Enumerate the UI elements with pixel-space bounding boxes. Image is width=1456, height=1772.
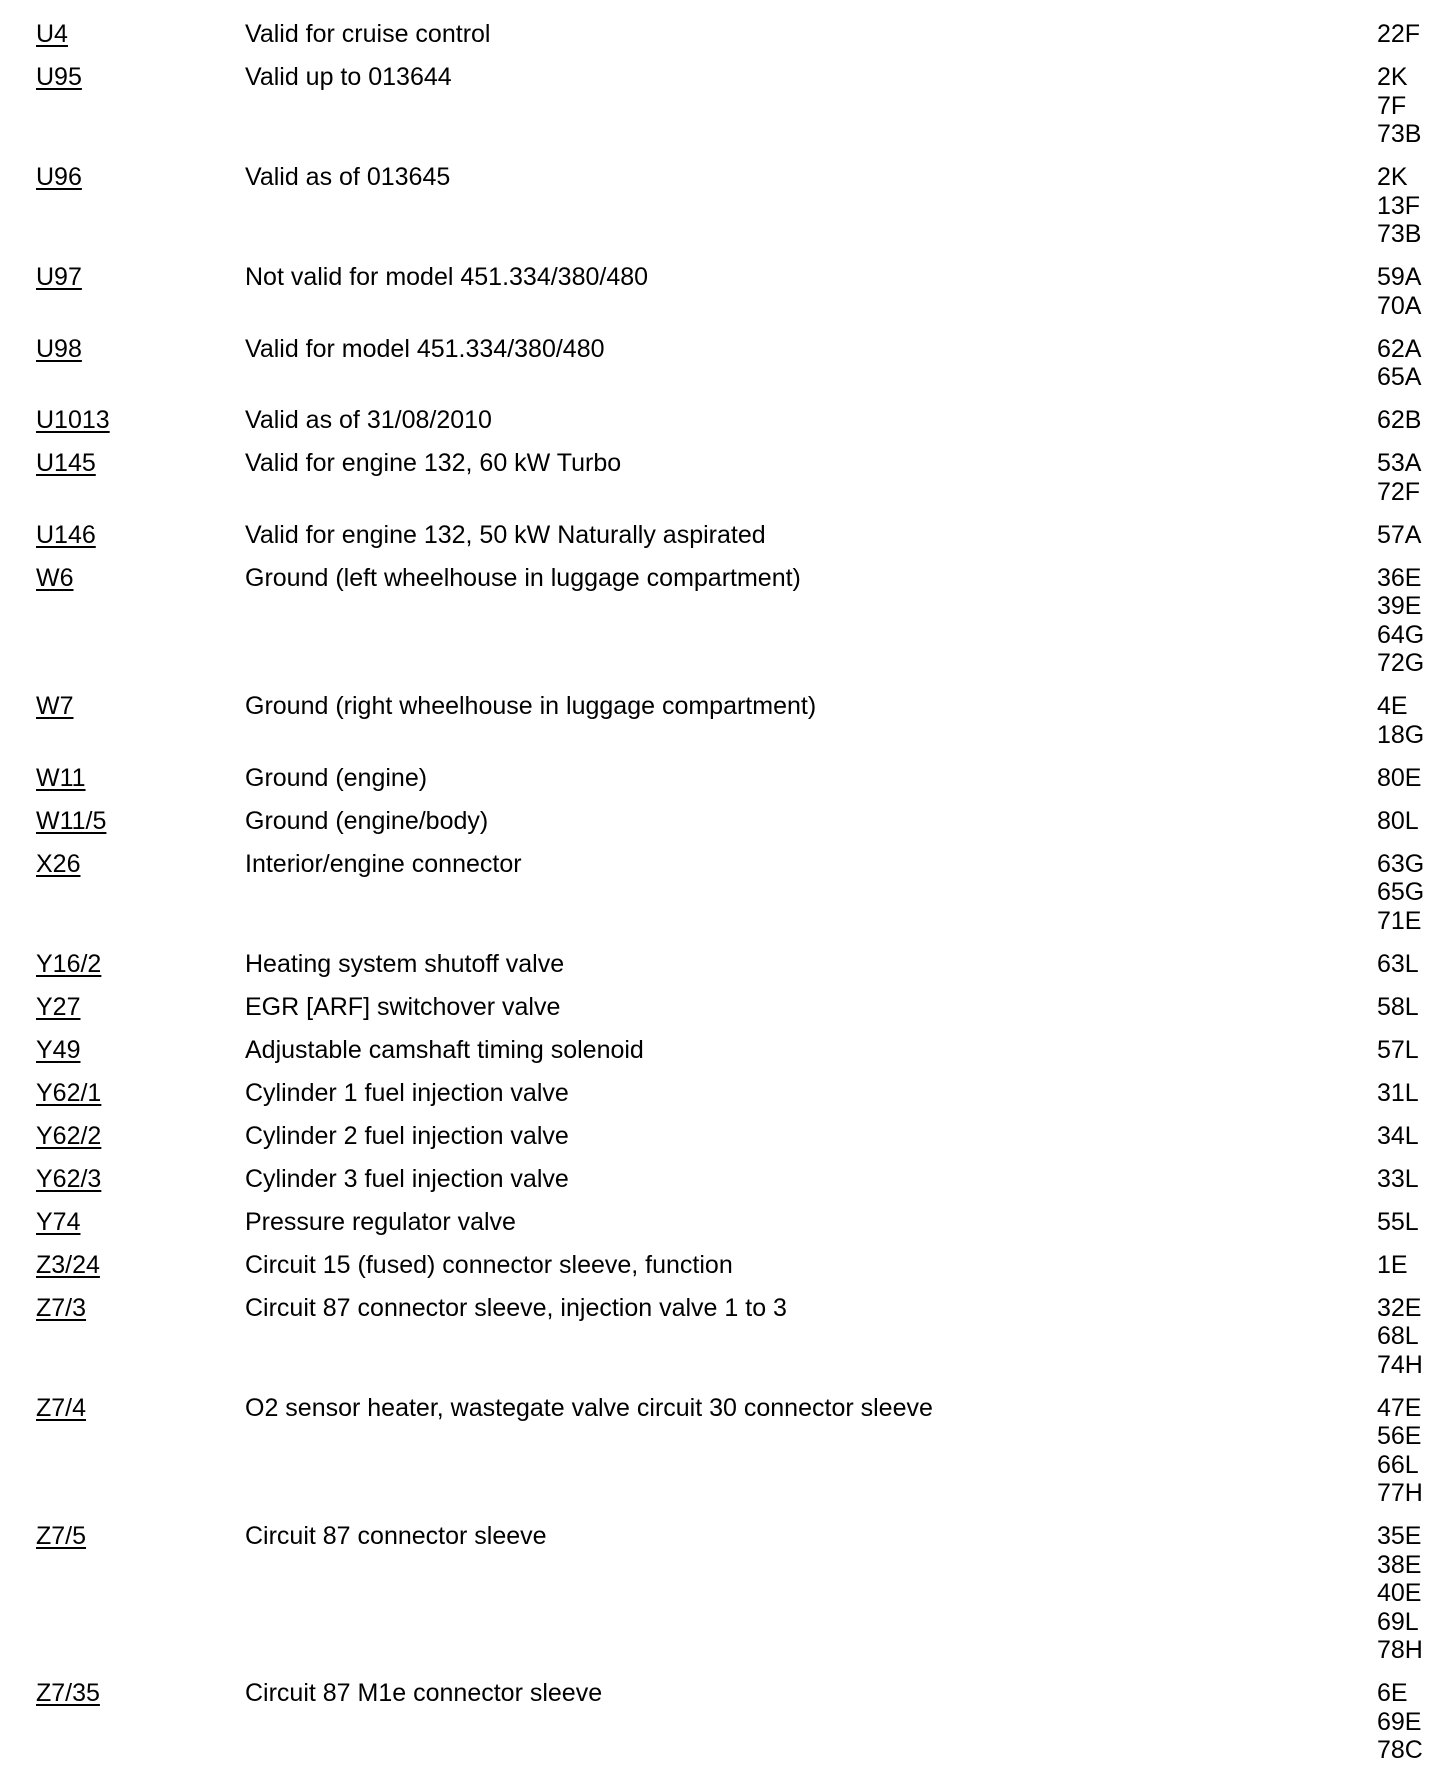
grid-reference: 7F — [1377, 91, 1407, 120]
grid-references — [1377, 950, 1419, 979]
grid-reference: 53A — [1377, 449, 1422, 477]
grid-reference: 72G — [1377, 649, 1425, 677]
grid-references — [1377, 692, 1424, 749]
grid-reference: 13F — [1377, 191, 1421, 220]
grid-reference: 39E — [1377, 592, 1422, 620]
component-description: Valid for engine 132, 60 kW Turbo — [245, 449, 622, 477]
component-code-link[interactable]: Y74 — [36, 1207, 81, 1236]
grid-references — [1377, 1294, 1423, 1380]
grid-reference: 47E — [1377, 1393, 1422, 1422]
component-description: Valid for engine 132, 50 kW Naturally aspirated — [245, 520, 766, 549]
grid-reference: 68L — [1377, 1322, 1419, 1350]
grid-references — [1377, 20, 1420, 49]
grid-reference: 74H — [1377, 1350, 1423, 1379]
grid-reference: 57L — [1377, 1035, 1419, 1064]
grid-reference: 64G — [1377, 620, 1425, 649]
grid-references — [1377, 521, 1421, 550]
component-description: Ground (engine) — [245, 763, 428, 792]
component-code-link[interactable]: U1013 — [36, 406, 110, 434]
grid-references — [1377, 764, 1421, 793]
grid-reference: 65A — [1377, 363, 1422, 391]
grid-reference: 80L — [1377, 806, 1419, 835]
component-description: Adjustable camshaft timing solenoid — [245, 1035, 644, 1064]
grid-reference: 4E — [1377, 692, 1408, 720]
component-code-link[interactable]: Y62/1 — [36, 1078, 102, 1107]
component-code-link[interactable]: W11/5 — [36, 806, 107, 835]
grid-references — [1377, 807, 1419, 836]
grid-reference: 78C — [1377, 1736, 1423, 1764]
grid-references — [1377, 406, 1421, 435]
component-description: Interior/engine connector — [245, 849, 522, 878]
grid-reference: 1E — [1377, 1250, 1408, 1279]
component-description: Cylinder 2 fuel injection valve — [245, 1121, 569, 1150]
grid-reference: 65G — [1377, 878, 1425, 906]
grid-reference: 55L — [1377, 1207, 1419, 1236]
grid-reference: 63G — [1377, 849, 1425, 878]
grid-reference: 33L — [1377, 1164, 1419, 1193]
grid-references — [1377, 993, 1419, 1022]
grid-reference: 6E — [1377, 1679, 1408, 1707]
grid-reference: 2K — [1377, 63, 1408, 91]
grid-reference: 2K — [1377, 163, 1408, 191]
component-code-link[interactable]: W7 — [36, 692, 74, 720]
component-description: EGR [ARF] switchover valve — [245, 992, 561, 1021]
grid-reference: 56E — [1377, 1422, 1422, 1450]
grid-reference: 73B — [1377, 120, 1422, 148]
grid-reference: 32E — [1377, 1293, 1422, 1322]
grid-references — [1377, 263, 1421, 320]
grid-references — [1377, 564, 1424, 678]
grid-references — [1377, 1036, 1419, 1065]
grid-reference: 78H — [1377, 1636, 1423, 1664]
component-code-link[interactable]: Z7/35 — [36, 1679, 100, 1707]
grid-reference: 63L — [1377, 949, 1419, 978]
grid-references — [1377, 1251, 1408, 1280]
component-code-link[interactable]: Y27 — [36, 992, 81, 1021]
grid-reference: 72F — [1377, 477, 1421, 506]
grid-reference: 80E — [1377, 763, 1422, 792]
grid-reference: 36E — [1377, 563, 1422, 592]
component-description: Valid for model 451.334/380/480 — [245, 334, 605, 363]
component-description: Valid up to 013644 — [245, 63, 452, 91]
component-description: Valid as of 013645 — [245, 163, 451, 191]
grid-reference: 66L — [1377, 1450, 1419, 1479]
component-description: Valid as of 31/08/2010 — [245, 406, 492, 434]
grid-reference: 22F — [1377, 20, 1421, 48]
grid-references — [1377, 1394, 1423, 1508]
grid-reference: 62B — [1377, 406, 1422, 434]
component-code-link[interactable]: Z7/4 — [36, 1393, 87, 1422]
grid-reference: 71E — [1377, 906, 1422, 935]
component-code-link[interactable]: U4 — [36, 20, 68, 48]
grid-references — [1377, 163, 1421, 249]
component-code-link[interactable]: U98 — [36, 334, 82, 363]
grid-reference: 18G — [1377, 720, 1425, 749]
grid-reference: 59A — [1377, 263, 1422, 291]
component-code-link[interactable]: U145 — [36, 449, 96, 477]
component-code-link[interactable]: U95 — [36, 63, 82, 91]
grid-reference: 58L — [1377, 992, 1419, 1021]
component-description: Heating system shutoff valve — [245, 949, 565, 978]
grid-reference: 35E — [1377, 1522, 1422, 1550]
component-description: O2 sensor heater, wastegate valve circuit 30 connector sleeve — [245, 1393, 933, 1422]
grid-references — [1377, 1522, 1423, 1665]
grid-references — [1377, 1208, 1419, 1237]
component-description: Cylinder 3 fuel injection valve — [245, 1164, 569, 1193]
grid-references — [1377, 1679, 1423, 1765]
component-code-link[interactable]: U97 — [36, 263, 82, 291]
component-code-link[interactable]: W6 — [36, 563, 74, 592]
component-description: Pressure regulator valve — [245, 1207, 516, 1236]
component-description: Ground (right wheelhouse in luggage compartment) — [245, 692, 817, 720]
component-description: Ground (engine/body) — [245, 806, 489, 835]
component-description: Cylinder 1 fuel injection valve — [245, 1078, 569, 1107]
component-description: Circuit 15 (fused) connector sleeve, function — [245, 1250, 733, 1279]
grid-reference: 38E — [1377, 1550, 1422, 1579]
grid-reference: 31L — [1377, 1078, 1419, 1107]
grid-reference: 62A — [1377, 334, 1422, 363]
component-description: Valid for cruise control — [245, 20, 491, 48]
component-code-link[interactable]: Y49 — [36, 1035, 81, 1064]
grid-reference: 70A — [1377, 291, 1422, 320]
component-description: Circuit 87 connector sleeve, injection valve 1 to 3 — [245, 1293, 787, 1322]
grid-references — [1377, 850, 1424, 936]
grid-references — [1377, 1165, 1419, 1194]
grid-reference: 34L — [1377, 1121, 1419, 1150]
component-code-link[interactable]: Y62/2 — [36, 1121, 102, 1150]
grid-reference: 69L — [1377, 1607, 1419, 1636]
component-code-link[interactable]: Y62/3 — [36, 1164, 102, 1193]
grid-references — [1377, 63, 1421, 149]
component-code-link[interactable]: U96 — [36, 163, 82, 191]
component-code-link[interactable]: Z7/5 — [36, 1522, 87, 1550]
grid-reference: 77H — [1377, 1479, 1423, 1507]
grid-reference: 57A — [1377, 520, 1422, 549]
grid-references — [1377, 335, 1421, 392]
component-code-link[interactable]: U146 — [36, 520, 96, 549]
grid-reference: 73B — [1377, 220, 1422, 248]
grid-references — [1377, 1079, 1419, 1108]
component-code-link[interactable]: X26 — [36, 849, 81, 878]
grid-references — [1377, 1122, 1419, 1151]
component-description: Ground (left wheelhouse in luggage compartment) — [245, 563, 801, 592]
component-code-link[interactable]: Y16/2 — [36, 949, 102, 978]
component-code-link[interactable]: W11 — [36, 763, 86, 792]
component-code-link[interactable]: Z3/24 — [36, 1250, 100, 1279]
grid-references — [1377, 449, 1421, 506]
grid-reference: 40E — [1377, 1579, 1422, 1607]
component-description: Not valid for model 451.334/380/480 — [245, 263, 649, 291]
component-description: Circuit 87 connector sleeve — [245, 1522, 547, 1550]
component-description: Circuit 87 M1e connector sleeve — [245, 1679, 603, 1707]
grid-reference: 69E — [1377, 1707, 1422, 1736]
component-code-link[interactable]: Z7/3 — [36, 1293, 87, 1322]
